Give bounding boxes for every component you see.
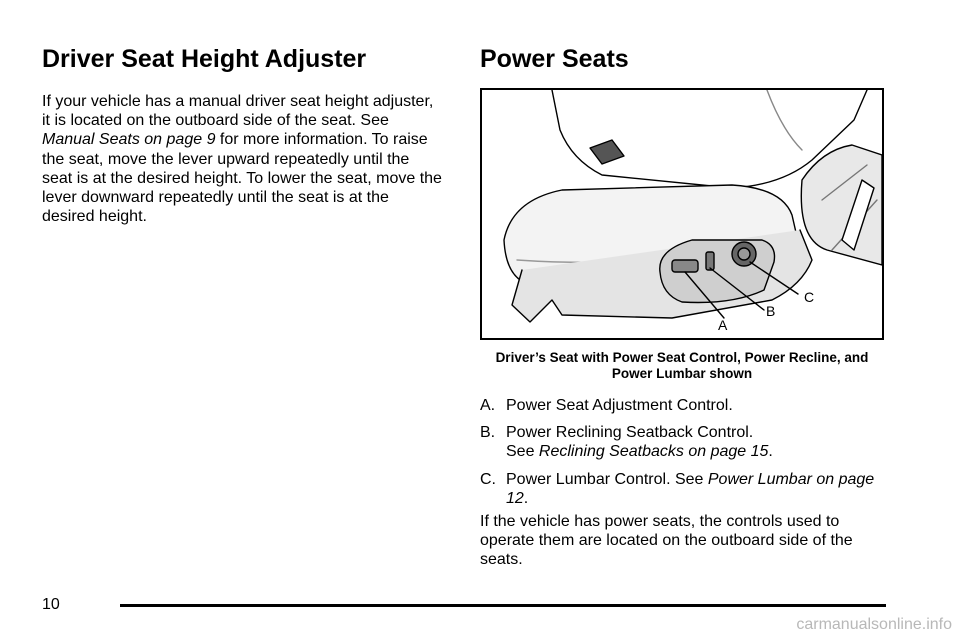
right-column [480,44,900,92]
list-letter: C. [480,470,496,488]
label-c: C [804,289,815,305]
control-a-shape [672,260,698,272]
seat-height-text-1: If your vehicle has a manual driver seat height adjuster, it is located on the outboard side of the seat. See [42,93,434,130]
list-letter: B. [480,424,496,442]
lever-knob [590,140,624,164]
seatback-shade [767,90,802,150]
list-end: . [523,489,529,507]
control-b-shape [706,252,714,270]
list-see: See [670,470,708,488]
recliner-housing [801,145,882,265]
seat-height-paragraph [42,92,442,226]
list-item [480,470,900,508]
footer-rule [120,604,886,607]
list-item [480,423,900,461]
seat-drawing [482,90,882,338]
figure-caption: Driver’s Seat with Power Seat Control, Power Recline, and Power Lumbar shown [495,350,869,381]
manual-seats-link[interactable]: Manual Seats on page 9 [42,131,216,149]
list-text: Power Seat Adjustment Control. [506,397,733,414]
left-column [42,44,442,226]
section-heading-seat-height: Driver Seat Height Adjuster [42,45,367,73]
watermark: carmanualsonline.info [796,616,952,633]
power-seats-paragraph: If the vehicle has power seats, the controls used to operate them are located on the outboard side of the seats. [480,513,853,569]
list-end: . [768,443,773,461]
list-item [480,396,900,415]
power-lumbar-link[interactable]: Power Lumbar on page 12 [506,470,875,507]
page-number: 10 [42,596,60,613]
label-b: B [766,303,776,319]
list-letter: A. [480,397,496,414]
list-text: Power Lumbar Control. [506,470,671,488]
list-see: See [506,443,539,461]
label-a: A [718,317,728,333]
seat-illustration [480,88,884,340]
list-text: Power Reclining Seatback Control. [506,424,754,442]
control-list [480,396,900,516]
seat-height-text-2: for more information. To raise the seat, move the lever upward repeatedly until the seat is at the desired height. To lower the seat, move the lever downward repeatedly until the seat is at the desired height. [42,131,442,226]
section-heading-power-seats: Power Seats [480,45,629,73]
reclining-seatbacks-link[interactable]: Reclining Seatbacks on page 15 [538,443,769,461]
